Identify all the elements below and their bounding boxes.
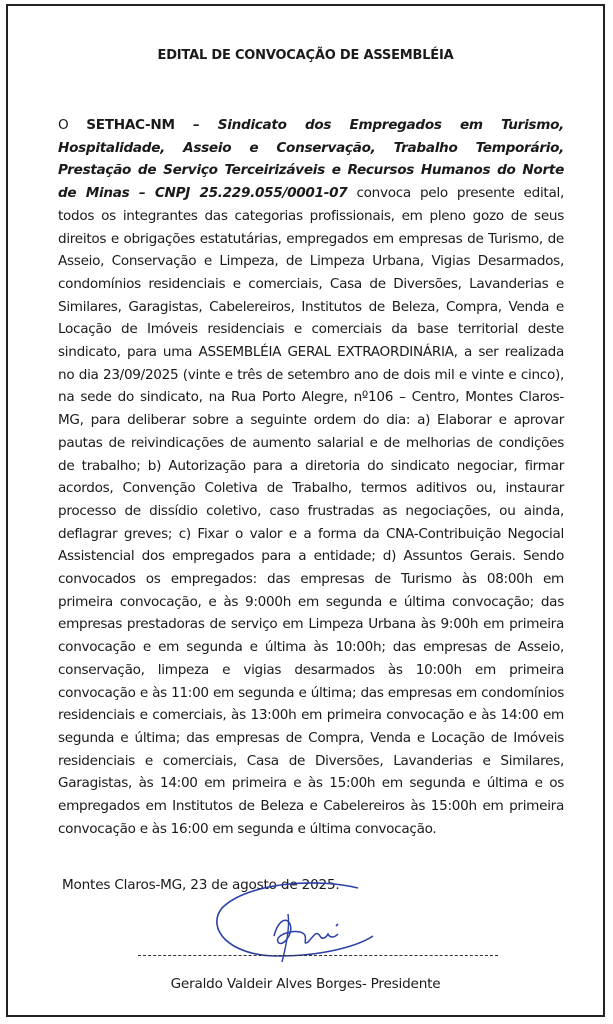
place-date: Montes Claros-MG, 23 de agosto de 2025. <box>62 877 340 893</box>
signature-icon <box>208 876 378 971</box>
signer-name: Geraldo Valdeir Alves Borges- Presidente <box>170 976 441 992</box>
document-body <box>58 114 564 841</box>
signature-line <box>138 955 498 956</box>
document-frame <box>6 4 605 1017</box>
document-title: EDITAL DE CONVOCAÇÃO DE ASSEMBLÉIA <box>157 48 454 63</box>
org-abbreviation: SETHAC-NM <box>86 117 175 133</box>
org-full-name: Sindicato dos Empregados em Turismo, Hospitalidade, Asseio e Conservação, Trabalho Temporário, Prestação de Serviço Terceirizáveis e Recursos Humanos do Norte de Minas – CNPJ 25.229.055/0001-07 <box>58 117 564 202</box>
dash: – <box>174 117 218 133</box>
intro-prefix: O <box>58 117 87 133</box>
body-text: convoca pelo presente edital, todos os integrantes das categorias profissionais, em pleno gozo de seus direitos e obrigações estatutárias, empregados em empresas de Turismo, de Asseio, Conservação e Limpeza, de Limpeza Urbana, Vigias Desarmados, condomínios residenciais e comerciais, Casa de Diversões, Lavanderias e Similares, Garagistas, Cabelereiros, Institutos de Beleza, Compra, Venda e Locação de Imóveis residenciais e comerciais da base territorial deste sindicato, para uma ASSEMBLÉIA GERAL EXTRAORDINÁRIA, a ser realizada no dia 23/09/2025 (vinte e três de setembro ano de dois mil e vinte e cinco), na sede do sindicato, na Rua Porto Alegre, nº106 – Centro, Montes Claros-MG, para deliberar sobre a seguinte ordem do dia: a) Elaborar e aprovar pautas de reivindicações de aumento salarial e de melhorias de condições de trabalho; b) Autorização para a diretoria do sindicato negociar, firmar acordos, Convenção Coletiva de Trabalho, termos aditivos ou, instaurar processo de dissídio coletivo, caso frustradas as negociações, ou ainda, deflagrar greves; c) Fixar o valor e a forma da CNA-Contribuição Negocial Assistencial dos empregados para a entidade; d) Assuntos Gerais. Sendo convocados os empregados: das empresas de Turismo às 08:00h em primeira convocação, e às 9:000h em segunda e última convocação; das empresas prestadoras de serviço em Limpeza Urbana às 9:00h em primeira convocação e em segunda e última às 10:00h; das empresas de Asseio, conservação, limpeza e vigias desarmados às 10:00h em primeira convocação e às 11:00 em segunda e última; das empresas em condomínios residenciais e comerciais, às 13:00h em primeira convocação e às 14:00 em segunda e última; das empresas de Compra, Venda e Locação de Imóveis residenciais e comerciais, Casa de Diversões, Lavanderias e Similares, Garagistas, às 14:00 em primeira e às 15:00h em segunda e última e os empregados em Institutos de Beleza e Cabelereiros às 15:00h em primeira convocação e às 16:00 em segunda e última convocação. <box>58 185 564 837</box>
